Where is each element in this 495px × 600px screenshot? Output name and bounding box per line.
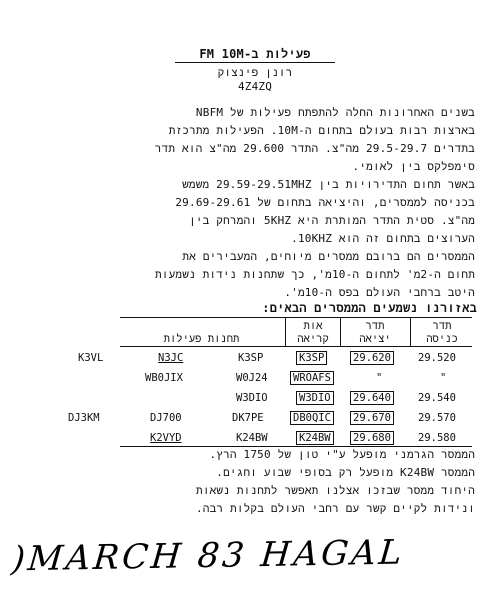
author-callsign: 4Z4ZQ: [237, 80, 273, 93]
caption-underline: [120, 317, 472, 318]
row-1-station-3: K3VL: [78, 352, 104, 364]
row-2-input: ": [440, 372, 447, 384]
paragraph-3-line-3: היטב ברחבי העולם בפס ה-10מ'.: [284, 286, 475, 299]
row-2-id: WROAFS: [290, 371, 334, 385]
row-5-id: K24BW: [296, 431, 334, 445]
header-input-freq-2: כניסה: [426, 333, 458, 345]
row-1-output: 29.620: [350, 351, 394, 365]
header-output-freq-1: תדר: [365, 320, 385, 332]
row-5-output: 29.680: [350, 431, 394, 445]
paragraph-3-line-1: הממסרים הם ברובם ממסרים מיוחים, המעבירים את: [182, 250, 475, 263]
table-caption: באזורנו נשמעים הממסרים הבאים:: [262, 301, 477, 315]
author-name: רונן פינצוק: [217, 66, 293, 79]
footer-line-4: ונידות לקיים קשר עם רחבי העולם בקלות רבה.: [195, 502, 475, 515]
header-underline: [120, 346, 472, 347]
footer-line-3: היחוד ממסר שבזכו אצלנו תאפשר לתחנות נשאות: [196, 484, 475, 497]
paragraph-2-line-3: מה"צ. סטית התדר המותרת היא 5KHZ והמרחק בין: [189, 214, 475, 227]
row-1-station-1: K3SP: [238, 352, 264, 364]
row-4-station-1: DK7PE: [232, 412, 264, 424]
header-active-stations: תחנות פעילות: [163, 333, 240, 345]
footer-line-2: הממסר K24BW מופעל רק בסופי שבוע וחגים.: [216, 466, 475, 479]
row-4-output: 29.670: [350, 411, 394, 425]
title-underline: [175, 62, 335, 63]
row-2-output: ": [376, 372, 383, 384]
row-4-station-3: DJ3KM: [68, 412, 100, 424]
row-1-station-2: N3JC: [158, 352, 184, 364]
table-bottom-rule: [120, 446, 472, 447]
paragraph-1-line-1: בשנים האחרונות החלה להתפתח פעילות של NBFM: [195, 106, 475, 119]
row-2-station-2: WB0JIX: [145, 372, 183, 384]
row-1-id: K3SP: [296, 351, 327, 365]
header-divider: [340, 318, 341, 346]
paragraph-2-line-4: הערוצים בתחום זה הוא 10KHZ.: [291, 232, 475, 245]
document-title: פעילות ב-FM 10M: [199, 47, 311, 61]
row-5-input: 29.580: [418, 432, 456, 444]
header-id-2: קריאה: [297, 333, 329, 345]
row-2-station-1: W0J24: [236, 372, 268, 384]
row-1-input: 29.520: [418, 352, 456, 364]
row-3-output: 29.640: [350, 391, 394, 405]
footer-line-1: הממסר הגרמני מופעל ע"י טון של 1750 הרץ.: [209, 448, 475, 461]
row-3-id: W3DIO: [296, 391, 334, 405]
paragraph-1-line-3: בתדרים 29.5-29.7 מה"צ. התדר 29.600 מה"צ הוא תדר: [154, 142, 475, 155]
paragraph-3-line-2: תחום ה-2מ' לתחום ה-10מ', כך שתחנות נידות נשמעות: [154, 268, 475, 281]
header-divider: [410, 318, 411, 346]
paragraph-2-line-1: באשר תחום התדירויות בין 29.59-29.51MHZ משמש: [182, 178, 475, 191]
row-3-station-1: W3DIO: [236, 392, 268, 404]
row-4-id: DB0QIC: [290, 411, 334, 425]
row-5-station-2: K2VYD: [150, 432, 182, 444]
row-4-station-2: DJ700: [150, 412, 182, 424]
header-output-freq-2: יציאה: [359, 333, 391, 345]
paragraph-2-line-2: בכניסה לממסרים, והיציאה בתחום של 29.69-29.61: [175, 196, 475, 209]
header-divider: [285, 318, 286, 346]
handwritten-date-note: )MARCH 83 HAGAL: [9, 532, 407, 580]
row-4-input: 29.570: [418, 412, 456, 424]
header-input-freq-1: תדר: [432, 320, 452, 332]
row-5-station-1: K24BW: [236, 432, 268, 444]
paragraph-1-line-2: בארצות רבות בעולם בתחום ה-10M. הפעילות מתרכזת: [168, 124, 475, 137]
header-id-1: אות: [303, 320, 323, 332]
paragraph-1-line-4: סימפלקס בין לאומי.: [352, 160, 475, 173]
row-3-input: 29.540: [418, 392, 456, 404]
